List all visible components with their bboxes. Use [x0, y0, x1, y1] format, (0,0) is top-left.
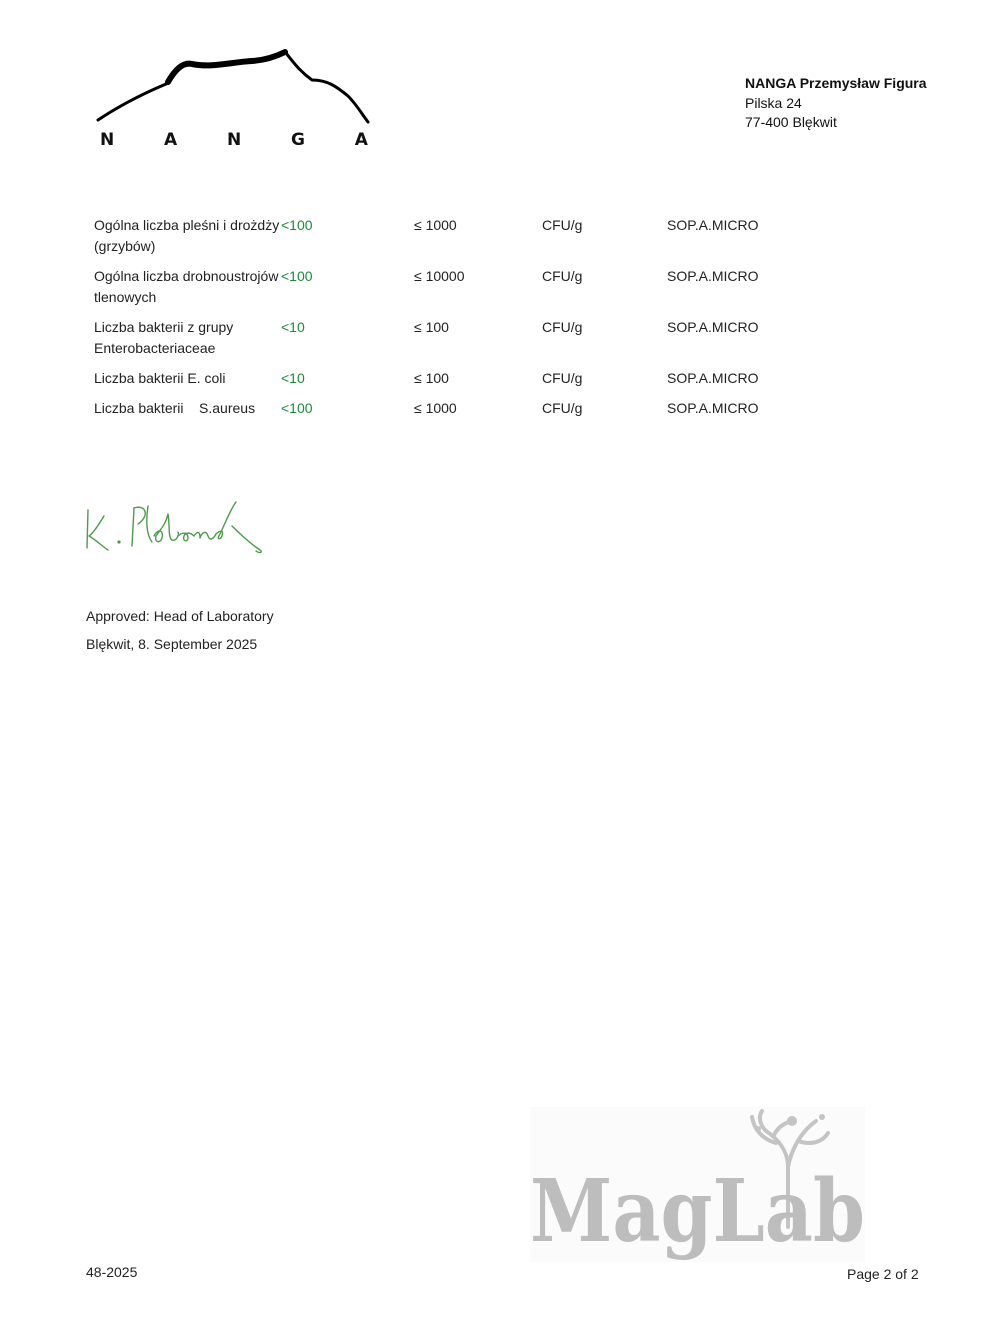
parameter-cell: Ogólna liczba drobnoustrojów tlenowych [94, 268, 279, 305]
parameter-cell: Ogólna liczba pleśni i drożdży (grzybów) [94, 217, 280, 254]
nanga-logo [92, 44, 382, 154]
table-row [94, 368, 874, 389]
maglab-logo [530, 1107, 865, 1262]
limit-cell: ≤ 1000 [414, 217, 457, 233]
limit-cell: ≤ 100 [414, 319, 449, 335]
logo-letter: A [164, 130, 178, 150]
limit-cell: ≤ 10000 [414, 268, 465, 284]
handwritten-signature [82, 496, 267, 558]
unit-cell: CFU/g [542, 217, 583, 233]
logo-letter: G [291, 130, 305, 150]
parameter-cell: Liczba bakterii E. coli [94, 370, 226, 386]
parameter-cell: Liczba bakterii S.aureus [94, 400, 256, 416]
table-row [94, 266, 874, 308]
result-cell: <100 [281, 400, 313, 416]
results-table [94, 215, 874, 428]
logo-letter: A [354, 130, 368, 150]
unit-cell: CFU/g [542, 370, 583, 386]
place-date-line: Blękwit, 8. September 2025 [86, 636, 258, 652]
logo-letter: N [227, 130, 242, 150]
unit-cell: CFU/g [542, 319, 583, 335]
unit-cell: CFU/g [542, 268, 583, 284]
limit-cell: ≤ 100 [414, 370, 449, 386]
result-cell: <10 [281, 370, 305, 386]
parameter-cell: Liczba bakterii z grupy Enterobacteriaceae [94, 319, 234, 356]
maglab-wordmark: MagLab [530, 1161, 865, 1262]
page-number: Page 2 of 2 [847, 1266, 919, 1282]
method-cell: SOP.A.MICRO [667, 217, 759, 233]
method-cell: SOP.A.MICRO [667, 319, 759, 335]
table-row [94, 215, 874, 257]
approval-line: Approved: Head of Laboratory [86, 608, 274, 624]
logo-wordmark [100, 130, 368, 150]
table-row [94, 398, 874, 419]
table-row [94, 317, 874, 359]
method-cell: SOP.A.MICRO [667, 370, 759, 386]
logo-letter: N [100, 130, 115, 150]
method-cell: SOP.A.MICRO [667, 400, 759, 416]
result-cell: <100 [281, 217, 313, 233]
postal-city: 77-400 Blękwit [745, 114, 837, 130]
mountain-logo-graphic [92, 44, 382, 134]
limit-cell: ≤ 1000 [414, 400, 457, 416]
document-number: 48-2025 [86, 1264, 138, 1280]
result-cell: <10 [281, 319, 305, 335]
street: Pilska 24 [745, 94, 802, 111]
company-name: NANGA Przemysław Figura [745, 75, 927, 91]
unit-cell: CFU/g [542, 400, 583, 416]
result-cell: <100 [281, 268, 313, 284]
method-cell: SOP.A.MICRO [667, 268, 759, 284]
client-address [745, 74, 927, 133]
